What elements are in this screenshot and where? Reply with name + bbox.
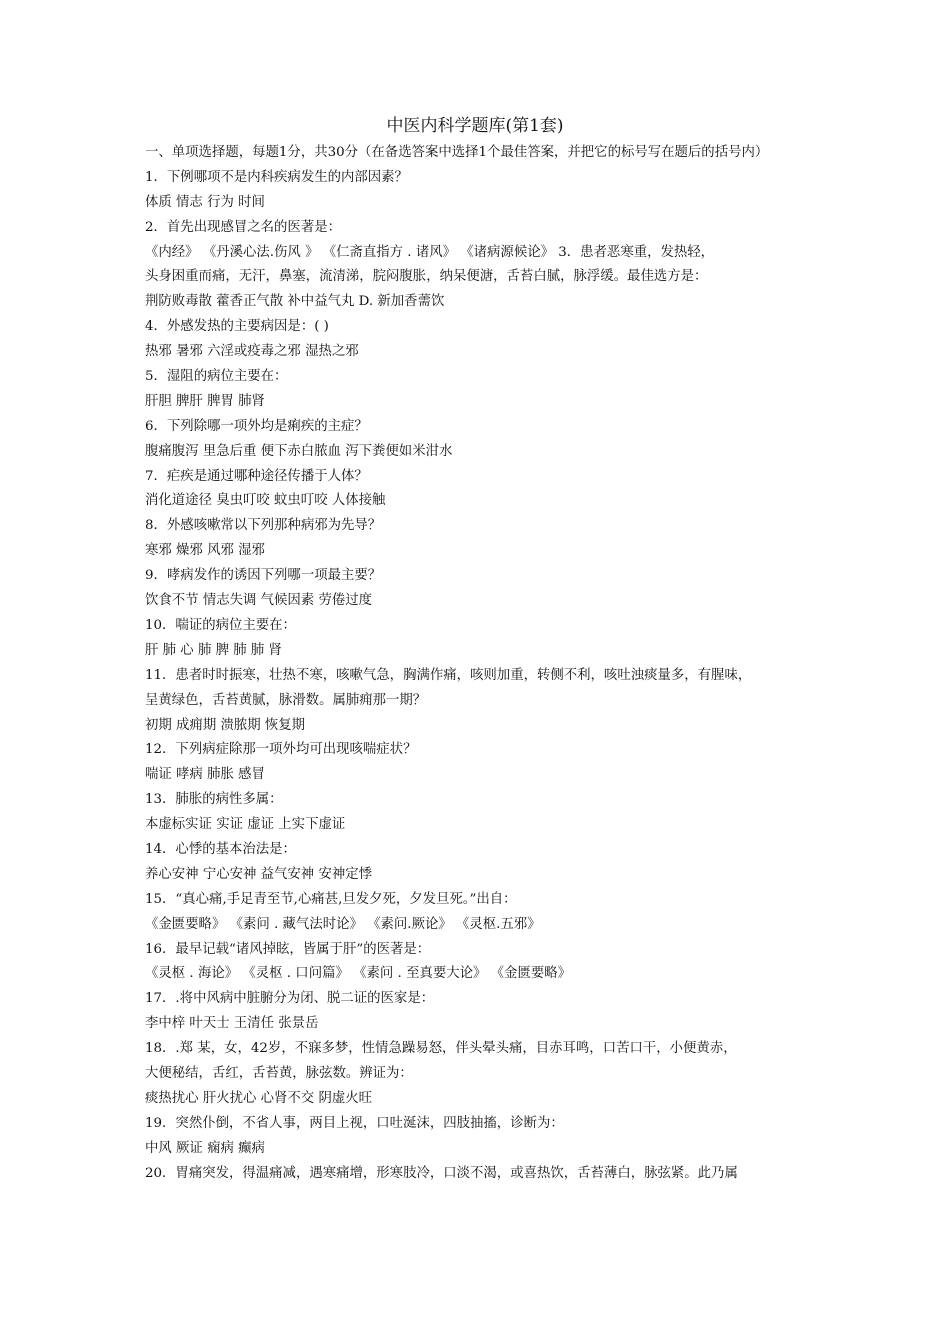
text-line: 养心安神 宁心安神 益气安神 安神定悸 <box>145 866 373 882</box>
text-line: 14．心悸的基本治法是： <box>145 841 296 857</box>
text-line: 初期 成痈期 溃脓期 恢复期 <box>145 717 306 733</box>
text-line: 19．突然仆倒，不省人事，两目上视，口吐涎沫，四肢抽搐，诊断为： <box>145 1115 564 1131</box>
text-line: 9．哮病发作的诱因下列哪一项最主要？ <box>145 568 382 584</box>
text-line: 6．下列除哪一项外均是痢疾的主症？ <box>145 418 368 434</box>
text-line: 11．患者时时振寒，壮热不寒，咳嗽气急，胸满作痛，咳则加重，转侧不利，咳吐浊痰量多，有腥味， <box>145 667 752 683</box>
text-line: 4．外感发热的主要病因是：( ) <box>145 319 329 335</box>
text-line: 热邪 暑邪 六淫或疫毒之邪 湿热之邪 <box>145 344 359 360</box>
text-line: 体质 情志 行为 时间 <box>145 194 265 210</box>
text-line: 13．肺胀的病性多属： <box>145 792 283 808</box>
text-line: 18．.郑 某，女，42岁，不寐多梦，性情急躁易怒，伴头晕头痛，目赤耳鸣，口苦口干，小便黄赤， <box>145 1041 737 1057</box>
text-line: 饮食不节 情志失调 气候因素 劳倦过度 <box>145 593 373 609</box>
text-line: 15．“真心痛,手足青至节,心痛甚,旦发夕死，夕发旦死。”出自： <box>145 891 517 907</box>
text-line: 7．疟疾是通过哪种途径传播于人体？ <box>145 468 368 484</box>
page-title: 中医内科学题库(第1套) <box>386 116 564 136</box>
text-line: 17．.将中风病中脏腑分为闭、脱二证的医家是： <box>145 991 435 1007</box>
text-line: 《内经》 《丹溪心法.伤风 》 《仁斋直指方 . 诸风》 《诸病源候论》 3．患者恶寒重，发热轻， <box>145 244 715 260</box>
text-line: 头身困重而痛，无汗，鼻塞，流清涕，脘闷腹胀，纳呆便溏，舌苔白腻，脉浮缓。最佳选方是： <box>145 269 708 285</box>
text-line: 寒邪 燥邪 风邪 湿邪 <box>145 543 265 559</box>
text-line: 呈黄绿色，舌苔黄腻，脉滑数。属肺痈那一期？ <box>145 692 427 708</box>
text-line: 《灵枢 . 海论》 《灵枢 . 口问篇》 《素问 . 至真要大论》 《金匮要略》 <box>145 966 572 982</box>
text-line: 8．外感咳嗽常以下列那种病邪为先导？ <box>145 518 382 534</box>
text-line: 肝胆 脾肝 脾胃 肺肾 <box>145 393 265 409</box>
text-line: 消化道途径 臭虫叮咬 蚊虫叮咬 人体接触 <box>145 493 386 509</box>
section-intro: 一、单项选择题，每题1分，共30分（在备选答案中选择1个最佳答案，并把它的标号写在题后的括号内） <box>145 145 769 160</box>
text-line: 痰热扰心 肝火扰心 心肾不交 阴虚火旺 <box>145 1090 373 1106</box>
text-line: 10．喘证的病位主要在： <box>145 617 296 633</box>
text-line: 李中梓 叶天士 王清任 张景岳 <box>145 1016 319 1032</box>
text-line: 1．下例哪项不是内科疾病发生的内部因素？ <box>145 169 408 185</box>
text-line: 《金匮要略》 《素问 . 藏气法时论》 《素问.厥论》 《灵枢.五邪》 <box>145 916 541 932</box>
text-line: 肝 肺 心 肺 脾 肺 肺 肾 <box>145 642 282 658</box>
text-line: 20．胃痛突发，得温痛减，遇寒痛增，形寒肢冷，口淡不渴，或喜热饮，舌苔薄白，脉弦紧。此乃属 <box>145 1165 738 1181</box>
text-line: 腹痛腹泻 里急后重 便下赤白脓血 泻下粪便如米泔水 <box>145 443 453 459</box>
text-line: 大便秘结，舌红，舌苔黄，脉弦数。辨证为： <box>145 1065 413 1081</box>
text-line: 荆防败毒散 藿香正气散 补中益气丸 D. 新加香薷饮 <box>145 294 445 310</box>
text-line: 16．最早记载“诸风掉眩，皆属于肝”的医著是： <box>145 941 431 957</box>
text-line: 喘证 哮病 肺胀 感冒 <box>145 767 265 783</box>
text-line: 中风 厥证 痫病 癫病 <box>145 1140 265 1156</box>
text-line: 12．下列病症除那一项外均可出现咳喘症状？ <box>145 742 417 758</box>
question-list <box>145 166 810 1187</box>
text-line: 2．首先出现感冒之名的医著是： <box>145 219 341 235</box>
text-line: 5．湿阻的病位主要在： <box>145 369 288 385</box>
text-line: 本虚标实证 实证 虚证 上实下虚证 <box>145 817 346 833</box>
document-body <box>145 141 810 1186</box>
